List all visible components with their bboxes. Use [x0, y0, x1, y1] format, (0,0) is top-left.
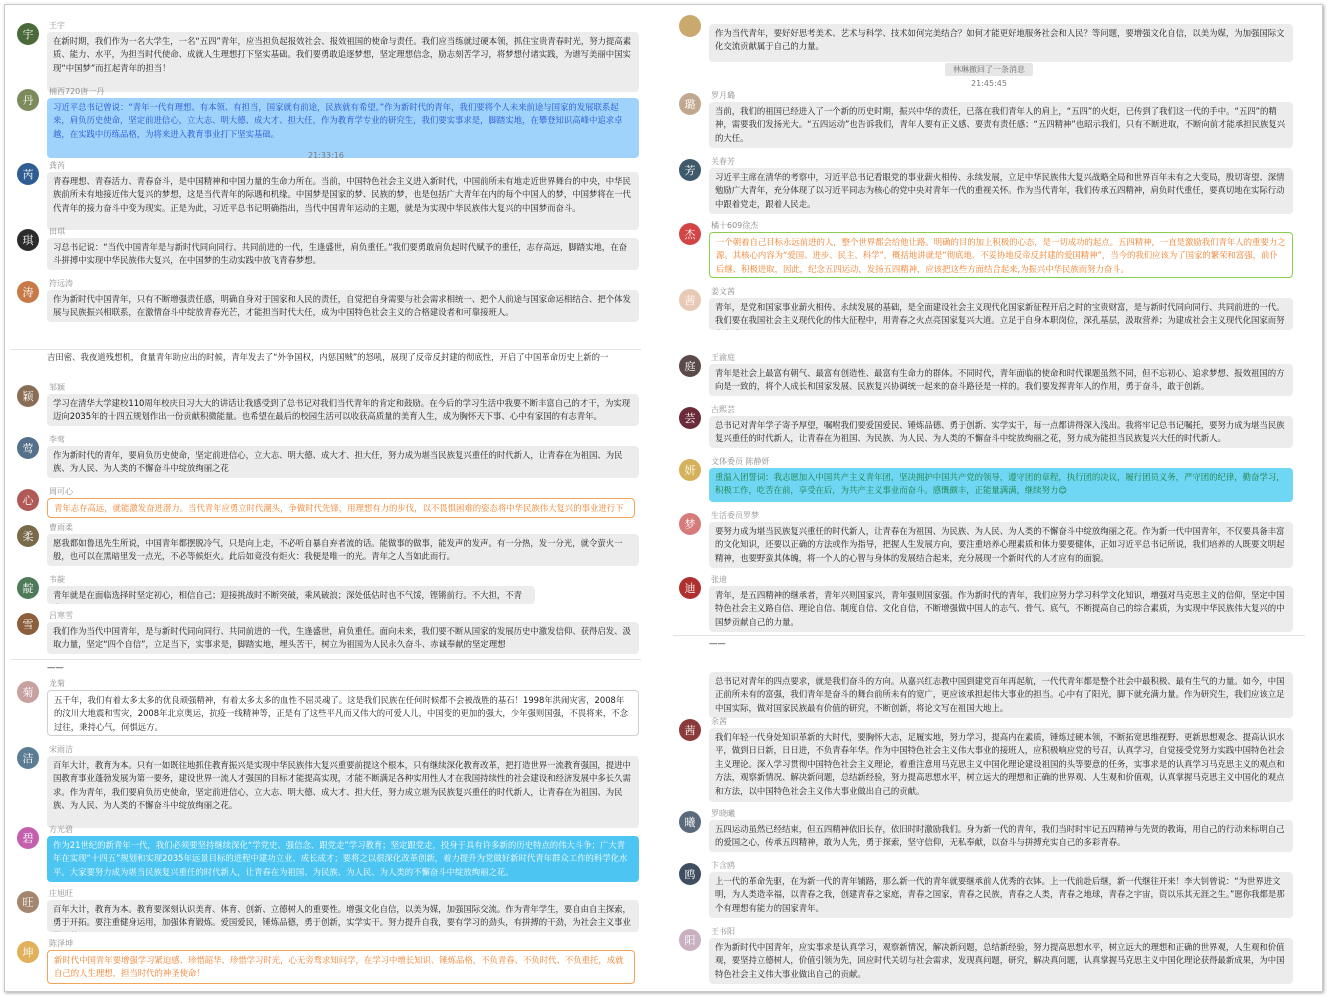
sender-name: 宋雨洁	[49, 745, 73, 754]
sender-name: 王书阳	[711, 927, 735, 936]
sender-name: 韦靛	[49, 575, 65, 584]
chat-message[interactable]	[673, 717, 1305, 805]
message-bubble[interactable]: 在新时期，我们作为一名大学生，一名“五四”青年，应当担负起报效社会、报效祖国的使命与责任。我们应当练就过硬本领，抓住宝贵青春时光，努力提高素质、能力、水平，为担当时代使命、成就人生理想打下坚实基础。我们要勇敢追逐梦想，坚定理想信念，励志刻苦学习，将梦想付诸实践，为谱写美丽中国实现“中国梦”而扛起青年的担当！	[47, 32, 639, 92]
chat-message[interactable]	[673, 221, 1305, 281]
avatar[interactable]: 琪	[17, 229, 39, 251]
chat-message[interactable]	[673, 511, 1305, 571]
message-bubble[interactable]: 当前，我们的祖国已经进入了一个新的历史时期，振兴中华的责任，已落在我们青年人的肩上，“五四”的火炬，已传到了我们这一代的手中。“五四”的精神，需要我们发扬光大。“五四运动”也告诉我们，青年人要有正义感、要责有责任感；“五四精神”也昭示我们，只有不断进取，不断向前才能承担民族复兴的大任。	[709, 102, 1293, 148]
message-bubble[interactable]: 百年大计，教育为本。只有一如既往地抓住教育振兴是实现中华民族伟大复兴重要前提这个根本，只有继续深化教育改革，把打造世界一流教育强国，提进中国教育事业蓬勃发展为第一要务，建设世界一流人才强国的目标才能提高实现，才能不断满足各种实用性人才在我国持续性的社会建设和经济发展中多长久需求。作为青年，我们要肩负历史使命，坚定前进信心，立大志、明大德、成大才、担大任，努力成立堪为民族复兴重任的时代新人，让青春在为祖国、为民族、为人民、为人类的不懈奋斗中绽放绚丽之花。	[47, 756, 639, 828]
message-bubble[interactable]: 青年志存高远，就能激发奋进潜力。当代青年应勇立时代潮头，争做时代先锋，用理想有力的步伐，以不畏惧困难的姿态将中华民族伟大复兴的事业进行下	[47, 498, 635, 518]
avatar[interactable]: 旺	[17, 891, 39, 913]
sender-name: 生活委员罗梦	[711, 511, 759, 520]
chat-message[interactable]	[11, 435, 641, 481]
message-bubble[interactable]: 青年是社会上最富有朝气、最富有创造性、最富有生命力的群体。不同时代，青年面临的使命和时代课题虽然不同，但不忘初心、追求梦想、报效祖国的方向是一致的，将个人成长和国家发展、民族复兴协调统一起来的奋斗路径是一样的。我们要发挥青年人的作用，勇于奋斗，敢于创新。	[709, 364, 1293, 396]
avatar[interactable]: 杰	[679, 223, 701, 245]
message-bubble[interactable]: 作为当代青年，要好好思考美术、艺术与科学、技术如何完美结合？如何才能更好地服务社会和人民？等问题，要增强文化自信，以美为媒，为加强国际文化交流贡献属于自己的力量。	[709, 24, 1293, 62]
chat-message[interactable]	[11, 227, 641, 273]
avatar[interactable]: 雪	[17, 613, 39, 635]
avatar[interactable]: 莺	[17, 437, 39, 459]
sender-name: 龙菊	[49, 679, 65, 688]
sender-name: 文体委员 陈静妍	[711, 457, 770, 466]
avatar[interactable]: 心	[17, 489, 39, 511]
message-bubble[interactable]: 我们年轻一代身处知识革新的大时代，要胸怀大志，足履实地，努力学习，提高内在素质，锤炼过硬本领，不断拓宽思维视野、更新思想观念、提高认识水平，做到日日新，日日进，不负青春年华。作为中国特色社会主义伟大事业的接班人，应积极响应党的号召，认真学习，自觉接受党努力实践中国特色社会主义理论。深入学习贯彻中国特色社会主义理论，着重注意用马克思主义中国化理论建设祖国的头等要意的任务，实事求是的认真学习马克思主义的观点和方法，观察新情况、解决新问题，总结新经验，努力提高思想水平，树立远大的理想和正确的世界观、人生观和价值观，认真掌握马克思主义中国化的观点和方法，以中国特色社会主义伟大事业做出自己的贡献。	[709, 728, 1293, 802]
screenshot-seam	[11, 659, 641, 660]
chat-timestamp: 21:45:45	[971, 79, 1007, 88]
chat-message[interactable]	[673, 287, 1305, 333]
avatar[interactable]: 茜	[679, 719, 701, 741]
message-bubble[interactable]: 青年就是在面临选择时坚定初心，相信自己；迎接挑战时不断突破，乘风破浪；深处低估时也不气馁，铿锵前行。不大担，不青	[47, 586, 535, 604]
avatar[interactable]: 宇	[17, 23, 39, 45]
recall-notice: 林琳撤回了一条消息	[945, 63, 1033, 76]
message-bubble[interactable]: 学习在清华大学建校110周年校庆日习大大的讲话让我感受到了总书记对我们当代青年的肯定和鼓励。在今后的学习生活中我要不断丰富自己的才干，为实现迈向2035年的十四五规划作出一份贡献积微能量。也希望在最后的校园生活可以收获高质量的美育人生，成为胸怀天下事、心中有家国的有志青年。	[47, 394, 639, 426]
chat-timestamp: 21:33:16	[308, 151, 344, 160]
avatar[interactable]: 芸	[679, 407, 701, 429]
avatar[interactable]: 鸥	[679, 863, 701, 885]
sender-name: 王宇	[49, 21, 65, 30]
avatar[interactable]: 妍	[679, 459, 701, 481]
avatar[interactable]: 靛	[17, 577, 39, 599]
sender-name: 李莺	[49, 435, 65, 444]
chat-message[interactable]	[673, 353, 1305, 399]
message-bubble[interactable]: 总书记对青年学子寄予厚望，嘱咐我们要爱国爱民、锤炼品德、勇于创新、实学实干，每一点都讲得深入浅出。我将牢记总书记嘱托，要努力成为堪当民族复兴重任的时代新人，让青春在为祖国、为民族、为人民、为人类的不懈奋斗中绽放绚丽之花，努力成为能担当民族复兴大任的时代新人。	[709, 416, 1293, 448]
sender-name: 张迪	[711, 575, 727, 584]
sender-name: 庄旭旺	[49, 889, 73, 898]
sender-name: 卞含鸥	[711, 861, 735, 870]
chat-message[interactable]	[673, 91, 1305, 151]
message-bubble[interactable]: 作为新时代中国青年，应实事求是认真学习，观察新情况，解决新问题，总结新经验，努力提高思想水平，树立远大的理想和正确的世界观，人生观和价值观，要坚持立德树人，价值引领为先，回应时代关切与社会需求，发现真问题，研究，解决真问题，认真掌握马克思主义中国化理论获得最新成果，为中国特色社会主义伟大事业做出自己的贡献。	[709, 938, 1293, 984]
avatar[interactable]: 丹	[17, 89, 39, 111]
sender-name: 方光碧	[49, 825, 73, 834]
chat-message[interactable]	[11, 939, 641, 987]
chat-column-right[interactable]	[673, 5, 1305, 991]
sender-name: 龚芮	[49, 161, 65, 170]
chat-message[interactable]	[673, 809, 1305, 855]
chat-message[interactable]	[11, 383, 641, 429]
avatar[interactable]: 芳	[679, 159, 701, 181]
sender-name: 姜文茜	[711, 287, 735, 296]
message-bubble[interactable]: 青春理想、青春活力、青春奋斗，是中国精神和中国力量的生命力所在。当前，中国特色社会主义进入新时代，中国前所未有地走近世界舞台的中央，中华民族前所未有地接近伟大复兴的梦想，这是当代青年的际遇和机缘。中国梦是国家的梦、民族的梦，也是包括广大青年在内的每个中国人的梦，中国梦将在一代代青年的接力奋斗中变为现实。正是为此，习近平总书记明确指出，当代中国青年运动的主题，就是为实现中华民族伟大复兴的中国梦而奋斗。	[47, 172, 639, 230]
chat-message[interactable]	[11, 487, 641, 521]
avatar[interactable]: 颖	[17, 385, 39, 407]
message-bubble[interactable]: 一个朝着自己目标永远前进的人，整个世界都会给他让路。明确的目的加上积极的心态，是一切成功的起点。五四精神，一直是激励我们青年人的重要力之源。其核心内容为“爱国、进步、民主、科学”，概括地讲就是“彻底地、不妥协地反帝反封建的爱国精神”，当今的我们应该为了国家的繁荣和富强，前仆后继、积极进取，因此，纪念五四运动，发扬五四精神，应该把这些方面结合起来,为振兴中华民族而努力奋斗。	[709, 232, 1293, 278]
message-bubble[interactable]: 要努力成为堪当民族复兴重任的时代新人，让青春在为祖国、为民族、为人民、为人类的不懈奋斗中绽放绚丽之花。作为新一代中国青年，不仅要具备丰富的文化知识，还要以正确的方法或作为指导，把握人生发展方向，要注重培养心理素质和体力要要健体，正如习近平总书记所说，我们培养的人既要文明起精神，也要野蛮其体魄，将一个人的心智与身体的发展结合起来，充分展现一个新时代的人才应有的面貌。	[709, 522, 1293, 568]
avatar[interactable]: 茜	[679, 289, 701, 311]
sender-name: 田琪	[49, 227, 65, 236]
avatar[interactable]	[679, 663, 701, 685]
cropped-message-fragment: ——	[11, 661, 641, 672]
chat-message[interactable]	[673, 661, 1305, 721]
message-bubble[interactable]: 愿我都如鲁迅先生所说，中国青年都摆脱冷气，只是向上走，不必听自暴自弃者流的话。能做事的做事，能发声的发声。有一分热，发一分光，就令萤火一般，也可以在黑暗里发一点光，不必等候炬火。此后如竟没有炬火：我便是唯一的光。青年之人当如此而行。	[47, 534, 639, 566]
cropped-message-fragment: 吉田密、我夜道残想机，食量青年助应出的时候，青年发去了“外争国权，内惩国贼”的怒吼，展现了反帝反封建的彻底性，开启了中国革命历史上新的一	[11, 351, 641, 362]
chat-message[interactable]	[673, 157, 1305, 217]
avatar[interactable]: 璐	[679, 93, 701, 115]
chat-message[interactable]	[11, 679, 641, 739]
sender-name: 关春芳	[711, 157, 735, 166]
chat-message[interactable]	[11, 889, 641, 935]
avatar[interactable]: 曦	[679, 811, 701, 833]
chat-message[interactable]	[11, 279, 641, 325]
chat-message[interactable]	[673, 13, 1305, 65]
screenshot-seam	[11, 349, 641, 350]
message-bubble[interactable]: 重温入团誓词：我志愿加入中国共产主义青年团，坚决拥护中国共产党的领导，遵守团的章程，执行团的决议，履行团员义务，严守团的纪律，勤奋学习，积极工作，吃苦在前，享受在后，为共产主义事业而奋斗。感慨颇丰，正能量满满，继续努力😊	[709, 468, 1293, 502]
message-bubble[interactable]: 青年，是党和国家事业薪火相传、永续发展的基础，是全面建设社会主义现代化国家新征程开启之时的宝贵财富，是与新时代同向同行、共同前进的一代。我们要在我国社会主义现代化的伟大征程中，用青春之火点亮国家复兴大道。立足于自身本职岗位，深孔基层，汲取营养；为建成社会主义现代化国家而努	[709, 298, 1293, 330]
message-bubble[interactable]: 新时代中国青年要增强学习紧迫感、珍惜韶华、珍惜学习时光，心无旁骛求知问学，在学习中增长知识、锤炼品格，不负青春、不负时代、不负重托，成就自己的人生理想，担当时代的神圣使命！	[47, 950, 635, 984]
sender-name: 周可心	[49, 487, 73, 496]
avatar[interactable]: 梦	[679, 513, 701, 535]
sender-name: 曹雨柔	[49, 523, 73, 532]
chat-message[interactable]	[11, 745, 641, 831]
sender-name: 罗月璐	[711, 91, 735, 100]
sender-name: 符远涛	[49, 279, 73, 288]
avatar[interactable]: 阳	[679, 929, 701, 951]
message-bubble[interactable]: 习近平总书记曾说：“青年一代有理想、有本领、有担当，国家就有前途，民族就有希望。”作为新时代的青年，我们要将个人未来前途与国家的发展联系起来，肩负历史使命，坚定前进信心，立大志、明大德、成大才、担大任，作为教育学专业的研究生，我们要实事求是，脚踏实地，在攀登知识高峰中追求卓越，在实践中历练品格，为将来进入教育事业打下坚实基础。	[47, 98, 639, 158]
avatar[interactable]	[679, 15, 701, 37]
sender-name: 吕寒雪	[49, 611, 73, 620]
sender-name: 古熙芸	[711, 405, 735, 414]
sender-name: 邹颖	[49, 383, 65, 392]
sender-name: 余茜	[711, 717, 727, 726]
message-bubble[interactable]: 青年，是五四精神的继承者，青年兴则国家兴，青年强则国家强。作为新时代的青年，我们应努力学习科学文化知识，增强对马克思主义的信仰，坚定中国特色社会主义路自信、理论自信、制度自信、文化自信，不断增强做中国人的志气、骨气、底气，不断提高自己的综合素质，为实现中华民族伟大复兴的中国梦贡献自己的力量。	[709, 586, 1293, 632]
message-bubble[interactable]: 五四运动虽然已经结束，但五四精神依旧长存，依旧时时激励我们。身为新一代的青年，我们当时时牢记五四精神与先贤的教诲，用自己的行动来标明自己的爱国之心，传承五四精神，敢为人先，勇于探索，坚守信仰，无私奉献，以奋斗与拼搏充实自己的多彩青春。	[709, 820, 1293, 852]
sender-name: 陈泽坤	[49, 939, 73, 948]
avatar[interactable]: 碧	[17, 827, 39, 849]
sender-name: 王渝庭	[711, 353, 735, 362]
message-bubble[interactable]: 作为新时代中国青年，只有不断增强责任感，明确自身对于国家和人民的责任，自觉把自身需要与社会需求相统一、把个人前途与国家命运相结合、把个体发展与民族振兴相联系，在激情奋斗中绽放青春光芒，才能担当时代大任，成为中国特色社会主义的合格建设者和可靠接班人。	[47, 290, 639, 322]
avatar[interactable]: 菊	[17, 681, 39, 703]
chat-message[interactable]	[11, 825, 641, 885]
chat-message[interactable]	[11, 523, 641, 569]
chat-message[interactable]	[11, 611, 641, 657]
screenshot-collage	[4, 4, 1323, 992]
avatar[interactable]: 涛	[17, 281, 39, 303]
message-bubble[interactable]: 总书记对青年的四点要求，就是我们奋斗的方向。从嘉兴红志教中国到建党百年再起航，一代代青年都是整个社会中最积极、最有生气的力量。如今，中国正前所未有的富强，我们青年是奋斗的舞台前所未有的宽广，更应该承担起伟大事业的担当。心中有了阳光，脚下就充满力量。作为研究生，我们应该立足中国实际，做对国家民族最有价值的研究，不断创新，将论文写在祖国大地上。	[709, 672, 1293, 718]
chat-message[interactable]	[673, 927, 1305, 987]
sender-name: 楠西720唐一丹	[49, 87, 105, 96]
chat-message[interactable]	[673, 457, 1305, 505]
message-bubble[interactable]: 百年大计，教育为本。教育要深刻认识美育、体育、创新、立德树人的重要性。增强文化自信，以美为媒，加强国际交流。作为青年学生，要自由自主探索，勇于开拓。要注重健身运用，加强体育锻炼。爱国爱民，锤炼品德，勇于创新，实学实干。努力提升自我，要有学习的劲头，有拼搏的干劲，为社会主义事业	[47, 900, 639, 932]
avatar[interactable]: 柔	[17, 525, 39, 547]
chat-message[interactable]	[673, 575, 1305, 635]
message-bubble[interactable]: 习近平主席在清华的考察中，习近平总书记看眼党的事业薪火相传、永续发展，立足中华民族伟大复兴战略全局和世界百年未有之大变局，殷切寄望、深情勉励广大青年，充分体现了以习近平同志为核心的党中央对青年一代的重视关怀。作为当代青年，我们传承五四精神，肩负时代重任，要真切地在实际行动中跟着党走，跟着人民走。	[709, 168, 1293, 214]
cropped-message-fragment: ——	[673, 637, 1305, 648]
sender-name: 罗晓曦	[711, 809, 735, 818]
chat-column-left[interactable]	[11, 5, 641, 991]
chat-message[interactable]	[11, 87, 641, 161]
sender-name: 橘十609徐杰	[711, 221, 759, 230]
avatar[interactable]: 坤	[17, 941, 39, 963]
avatar[interactable]: 芮	[17, 163, 39, 185]
message-bubble[interactable]: 我们作为当代中国青年，是与新时代同向同行、共同前进的一代，生逢盛世，肩负重任。面向未来，我们要不断从国家的发展历史中激发信仰、获得启发、汲取力量，坚定“四个自信”，立足当下，实事求是，脚踏实地，埋头苦干，树立为祖国为人民永久奋斗、赤诚奉献的坚定理想	[47, 622, 639, 654]
avatar[interactable]: 迪	[679, 577, 701, 599]
message-bubble[interactable]: 作为21世纪的新青年一代，我们必须要坚持继续深化“学党史、强信念、跟党走”学习教育；坚定跟党走，投身于具有许多新的历史特点的伟大斗争；广大青年在实现“十四五”规划和实现2035年远景目标的进程中建功立业、成长成才；要将之以很深化改革创新，着力提升为党做好新时代青年群众工作的科学化水平。大家要努力成为堪当民族复兴重任的时代新人，让青春在为祖国、为民族、为人民、为人类的不懈奋斗中绽放绚丽之花。	[47, 836, 639, 882]
screenshot-seam	[673, 635, 1305, 636]
chat-message[interactable]	[11, 21, 641, 95]
message-bubble[interactable]: 五千年，我们有着太多太多的优良顽强精神，有着太多太多的血性不屈灵魂了。这是我们民族在任何时候都不会被战胜的基石！1998年洪闹灾害，2008年的汶川大地震和雪灾，2008年北京奥运，抗疫一线精神等，正是有了这些平凡而又伟大的可爱人儿，中国变的更加的强大，少年强则国强，不畏将来，不念过往，秉持心气，何惧远方。	[47, 690, 639, 736]
message-bubble[interactable]: 上一代的革命先驱，在为新一代的青年铺路，那么新一代的青年就要继承前人优秀的衣钵。上一代前赴后继，新一代继往开来！李大钊曾说：“为世界进文明，为人类造幸福，以青春之我，创建青春之家庭，青春之国家，青春之民族，青春之人类，青春之地球，青春之宇宙，资以乐其无涯之生。”愿你我都是那个有理想有能力的国家青年。	[709, 872, 1293, 918]
avatar[interactable]: 庭	[679, 355, 701, 377]
chat-message[interactable]	[673, 861, 1305, 921]
avatar[interactable]: 洁	[17, 747, 39, 769]
chat-message[interactable]	[11, 575, 641, 607]
message-bubble[interactable]: 作为新时代的青年，要肩负历史使命，坚定前进信心，立大志、明大德、成大才、担大任，努力成为堪当民族复兴重任的时代新人，让青春在为祖国、为民族、为人民、为人类的不懈奋斗中绽放绚丽之花	[47, 446, 639, 478]
chat-message[interactable]	[11, 161, 641, 233]
message-bubble[interactable]: 习总书记说：“当代中国青年是与新时代同向同行、共同前进的一代，生逢盛世，肩负重任。”我们要勇敢肩负起时代赋予的重任，志存高远，脚踏实地，在奋斗拼搏中实现中华民族伟大复兴，在中国梦的生动实践中放飞青春梦想。	[47, 238, 639, 270]
chat-message[interactable]	[673, 405, 1305, 451]
